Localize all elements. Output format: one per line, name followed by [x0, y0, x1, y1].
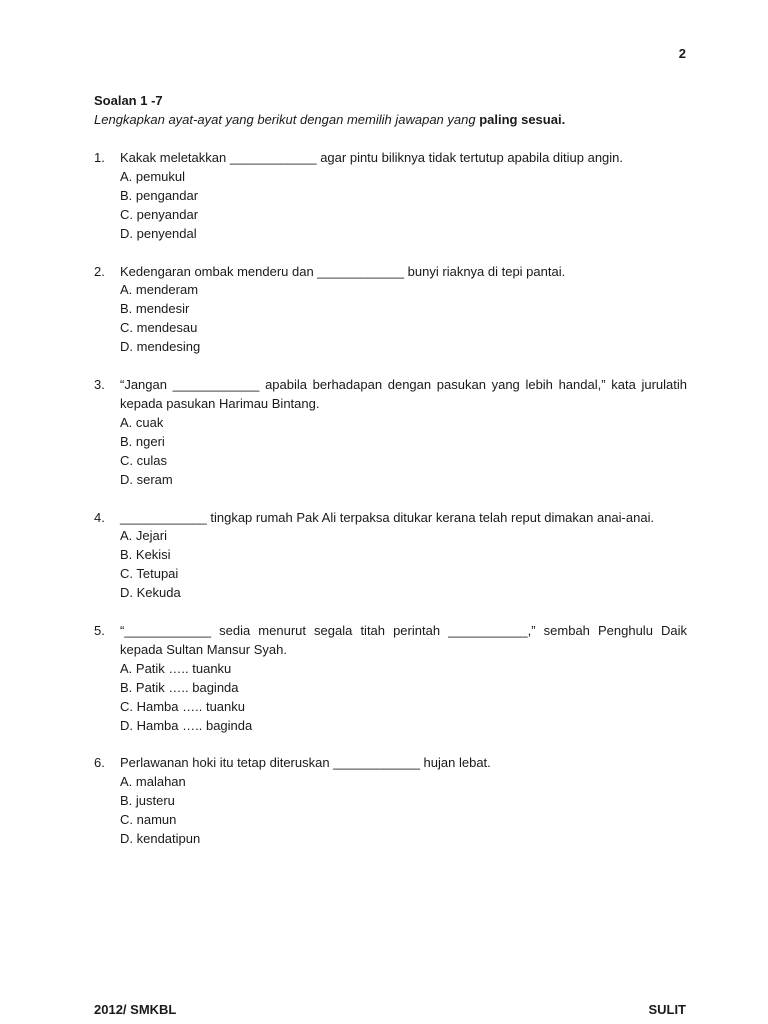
question-number: 6.	[94, 755, 105, 771]
question-text: “____________ sedia menurut segala titah perintah ___________,” sembah Penghulu Daik kepada Sultan Mansur Syah.	[120, 623, 687, 657]
answer-option: B. justeru	[120, 793, 175, 809]
footer-classification: SULIT	[648, 1002, 686, 1017]
answer-option: B. Patik ….. baginda	[120, 679, 239, 695]
answer-option: A. menderam	[120, 282, 199, 298]
question-item	[94, 509, 687, 604]
question-number: 3.	[94, 377, 105, 393]
question-text: Kedengaran ombak menderu dan ____________ bunyi riaknya di tepi pantai.	[120, 263, 566, 279]
answer-option: C. Tetupai	[120, 566, 179, 582]
question-item	[94, 754, 687, 849]
answer-option: C. Hamba ….. tuanku	[120, 698, 245, 714]
section-title: Soalan 1 -7	[94, 93, 163, 108]
question-text: “Jangan ____________ apabila berhadapan dengan pasukan yang lebih handal,” kata jurulatih kepada pasukan Harimau Bintang.	[120, 377, 687, 411]
answer-option: A. Patik ….. tuanku	[120, 660, 232, 676]
footer-school-code: 2012/ SMKBL	[94, 1002, 177, 1017]
answer-option: B. Kekisi	[120, 547, 171, 563]
answer-option: B. ngeri	[120, 433, 165, 449]
answer-options	[120, 281, 687, 357]
answer-option: C. namun	[120, 812, 177, 828]
answer-option: D. mendesing	[120, 339, 201, 355]
question-list	[94, 149, 687, 868]
answer-option: D. kendatipun	[120, 831, 201, 847]
answer-options	[120, 168, 687, 244]
answer-option: D. Kekuda	[120, 585, 181, 601]
question-number: 4.	[94, 509, 105, 525]
answer-option: A. malahan	[120, 774, 186, 790]
question-item	[94, 376, 687, 489]
answer-option: A. pemukul	[120, 168, 186, 184]
answer-option: C. culas	[120, 452, 167, 468]
question-item	[94, 263, 687, 358]
question-text: Kakak meletakkan ____________ agar pintu biliknya tidak tertutup apabila ditiup angin.	[120, 150, 624, 165]
question-number: 5.	[94, 623, 105, 639]
question-number: 2.	[94, 263, 105, 279]
instruction-emphasis: paling sesuai.	[479, 112, 566, 127]
answer-option: D. penyendal	[120, 225, 197, 241]
answer-option: D. Hamba ….. baginda	[120, 717, 253, 733]
question-text: Perlawanan hoki itu tetap diteruskan ____________ hujan lebat.	[120, 755, 491, 771]
question-item	[94, 622, 687, 735]
answer-option: B. pengandar	[120, 187, 199, 203]
answer-option: C. mendesau	[120, 320, 198, 336]
answer-option: A. Jejari	[120, 528, 167, 544]
answer-option: D. seram	[120, 471, 173, 487]
answer-options	[120, 660, 687, 736]
question-item	[94, 149, 687, 244]
answer-options	[120, 773, 687, 849]
answer-options	[120, 414, 687, 490]
answer-option: A. cuak	[120, 414, 164, 430]
answer-options	[120, 527, 687, 603]
answer-option: C. penyandar	[120, 206, 199, 222]
question-text: ____________ tingkap rumah Pak Ali terpaksa ditukar kerana telah reput dimakan anai-anai.	[120, 509, 655, 525]
instruction	[94, 112, 565, 127]
instruction-text: Lengkapkan ayat-ayat yang berikut dengan memilih jawapan yang	[94, 112, 480, 127]
page-number: 2	[678, 46, 686, 61]
question-number: 1.	[94, 150, 105, 165]
answer-option: B. mendesir	[120, 301, 190, 317]
